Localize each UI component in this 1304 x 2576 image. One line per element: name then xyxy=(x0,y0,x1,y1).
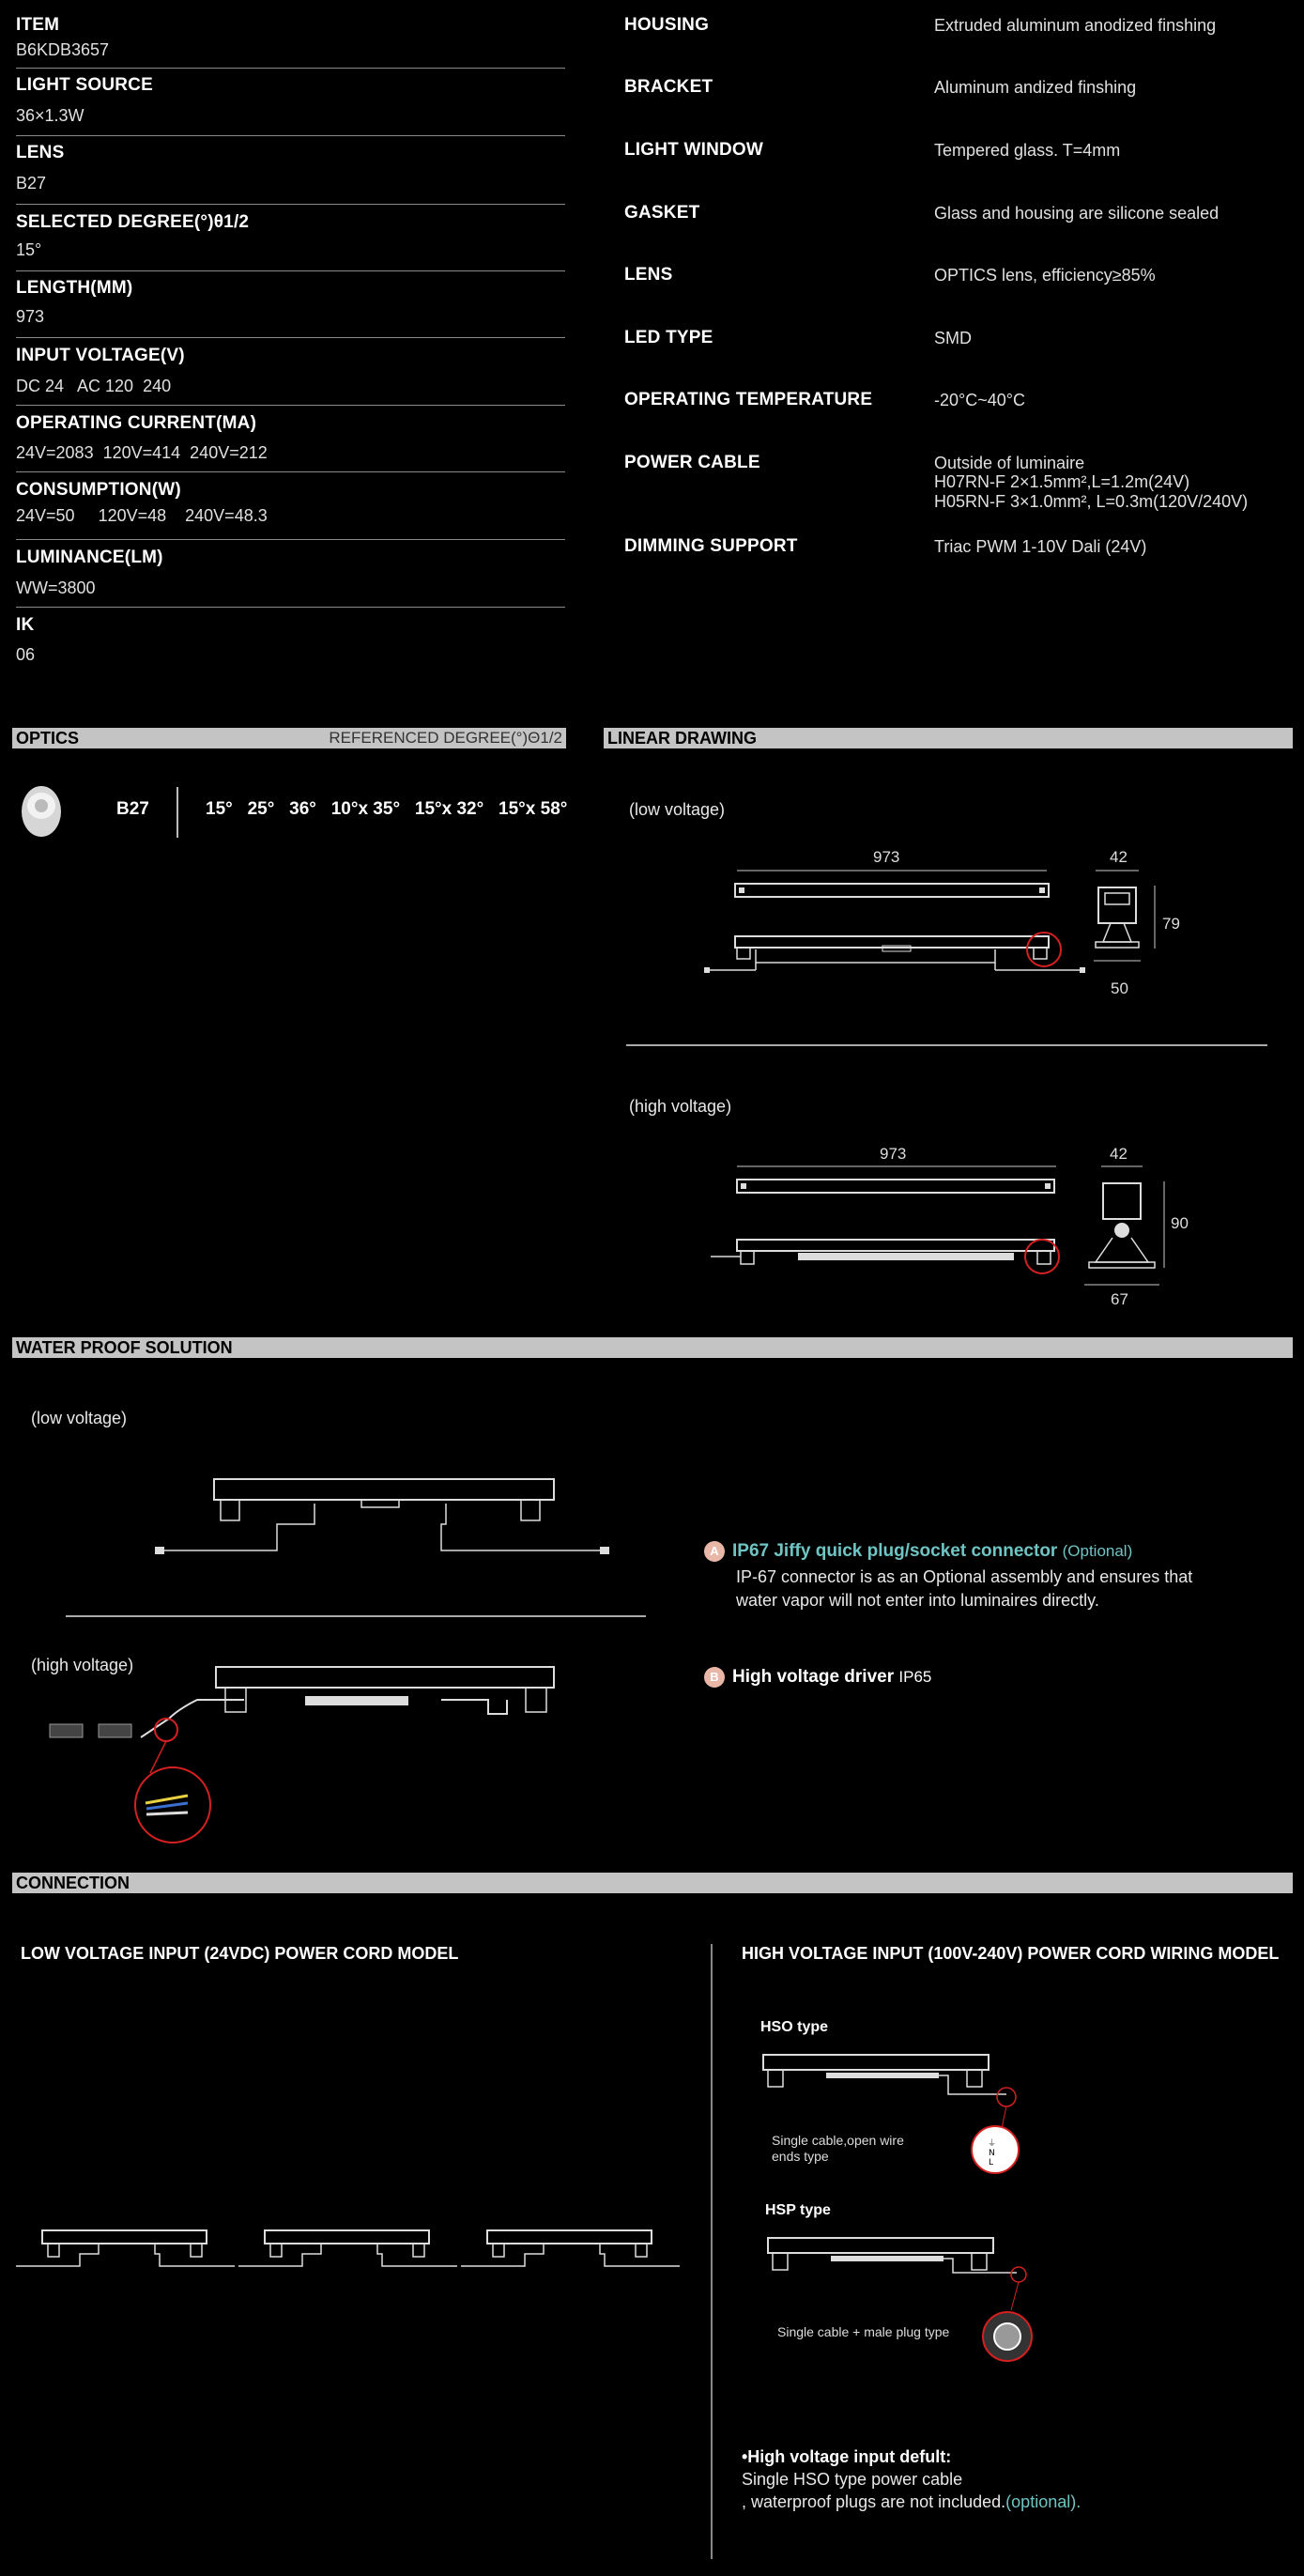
degree-item: 15°x 32° xyxy=(414,799,484,819)
wp-divider xyxy=(66,1615,646,1617)
spec-label: ITEM xyxy=(16,15,60,35)
spec-item xyxy=(16,615,565,671)
chain-luminaire xyxy=(461,2230,680,2266)
callout-a-title: IP67 Jiffy quick plug/socket connector xyxy=(732,1541,1058,1562)
spec-value: Extruded aluminum anodized finshing xyxy=(934,16,1217,35)
spec-label: OPERATING TEMPERATURE xyxy=(624,390,873,409)
chain-luminaire xyxy=(16,2230,235,2266)
spec-value: SMD xyxy=(934,329,972,347)
optics-degrees xyxy=(206,799,567,820)
ld-width-dim: 42 xyxy=(1110,848,1128,866)
hso-caption1: Single cable,open wire xyxy=(772,2133,904,2148)
spec-value: Glass and housing are silicone sealed xyxy=(934,204,1220,223)
hv-luminaire-drawing xyxy=(709,1165,1197,1305)
spec-value: 15° xyxy=(16,240,42,259)
spec-item xyxy=(16,278,565,338)
hv-default-line2: , waterproof plugs are not included. xyxy=(742,2492,1006,2511)
spec-value: DC 24 AC 120 240 xyxy=(16,377,172,395)
spec-value: Outside of luminaire xyxy=(934,454,1085,472)
hsp-title: HSP type xyxy=(765,2202,831,2218)
hso-title: HSO type xyxy=(760,2019,829,2035)
ld-divider xyxy=(626,1044,1267,1046)
degree-item: 15°x 58° xyxy=(499,799,568,819)
spec-label: BRACKET xyxy=(624,77,713,97)
spec-value: WW=3800 xyxy=(16,578,96,597)
spec-value: H05RN-F 3×1.0mm², L=0.3m(120V/240V) xyxy=(934,492,1249,511)
low-voltage-title: LOW VOLTAGE INPUT (24VDC) POWER CORD MODEL xyxy=(21,1944,459,1963)
water-proof-bar xyxy=(12,1337,1293,1358)
spec-item xyxy=(16,548,565,608)
spec-label: HOUSING xyxy=(624,15,710,35)
spec-label: LENS xyxy=(624,265,673,285)
callout-b-marker: B xyxy=(704,1667,725,1688)
spec-label: LIGHT SOURCE xyxy=(16,75,153,95)
spec-label: IK xyxy=(16,615,35,635)
chain-luminaire xyxy=(238,2230,457,2266)
linear-drawing-bar xyxy=(604,728,1293,748)
degree-item: 25° xyxy=(247,799,275,819)
spec-label: POWER CABLE xyxy=(624,453,760,472)
spec-label: GASKET xyxy=(624,203,700,223)
optics-divider xyxy=(176,787,178,838)
low-voltage-chain-drawing xyxy=(14,2226,685,2282)
callout-b-title: High voltage driver xyxy=(732,1667,895,1688)
spec-item xyxy=(16,75,565,136)
spec-label: LENGTH(MM) xyxy=(16,278,133,298)
spec-value: Triac PWM 1-10V Dali (24V) xyxy=(934,537,1147,556)
spec-label: LUMINANCE(LM) xyxy=(16,548,163,567)
hsp-drawing xyxy=(765,2235,1047,2367)
spec-value: B6KDB3657 xyxy=(16,40,110,59)
spec-value: 24V=50 120V=48 240V=48.3 xyxy=(16,506,268,525)
wp-lv-drawing xyxy=(155,1479,615,1564)
connection-title: CONNECTION xyxy=(16,1874,130,1892)
spec-label: OPERATING CURRENT(MA) xyxy=(16,413,257,433)
ld-hv-width-dim: 42 xyxy=(1110,1145,1128,1163)
wp-low-voltage-label: (low voltage) xyxy=(31,1409,128,1427)
spec-item xyxy=(16,212,565,271)
callout-a-desc2: water vapor will not enter into luminaires directly. xyxy=(736,1591,1099,1610)
degree-item: 36° xyxy=(289,799,316,819)
optics-title: OPTICS xyxy=(16,729,80,748)
high-voltage-title: HIGH VOLTAGE INPUT (100V-240V) POWER CORD WIRING MODEL xyxy=(742,1944,1280,1963)
lv-luminaire-drawing xyxy=(699,869,1206,1000)
spec-value: Tempered glass. T=4mm xyxy=(934,141,1121,160)
spec-item xyxy=(16,346,565,406)
spec-value: OPTICS lens, efficiency≥85% xyxy=(934,266,1156,285)
spec-value: 24V=2083 120V=414 240V=212 xyxy=(16,443,268,462)
svg-text:N: N xyxy=(989,2149,995,2158)
spec-value: 973 xyxy=(16,307,45,326)
spec-item xyxy=(16,413,565,472)
ld-hv-length-dim: 973 xyxy=(880,1145,907,1163)
spec-item xyxy=(16,15,565,69)
ld-height-dim: 79 xyxy=(1162,915,1180,933)
ld-length-dim: 973 xyxy=(873,848,900,866)
connection-bar xyxy=(12,1873,1293,1893)
callout-a-desc1: IP-67 connector is as an Optional assembly and ensures that xyxy=(736,1567,1193,1586)
spec-value: 06 xyxy=(16,645,36,664)
hv-default-title: •High voltage input defult: xyxy=(742,2447,952,2466)
spec-item xyxy=(16,480,565,540)
degree-item: 10°x 35° xyxy=(330,799,401,819)
spec-value: B27 xyxy=(16,174,47,193)
ld-hv-base-dim: 67 xyxy=(1111,1290,1128,1308)
wp-hv-drawing xyxy=(47,1662,563,1850)
ld-high-voltage-label: (high voltage) xyxy=(629,1097,732,1116)
spec-label: CONSUMPTION(W) xyxy=(16,480,181,500)
svg-text:L: L xyxy=(989,2158,994,2167)
ld-base-dim: 50 xyxy=(1111,979,1128,997)
spec-value: -20°C~40°C xyxy=(934,391,1025,409)
ld-low-voltage-label: (low voltage) xyxy=(629,800,726,819)
spec-label: SELECTED DEGREE(°)θ1/2 xyxy=(16,212,250,232)
wp-high-voltage-label: (high voltage) xyxy=(31,1656,134,1674)
hv-default-line2-wrap xyxy=(742,2492,1081,2512)
hso-drawing xyxy=(760,2052,1033,2183)
spec-label: LED TYPE xyxy=(624,328,713,347)
spec-value: 36×1.3W xyxy=(16,106,84,125)
callout-b-rating: IP65 xyxy=(898,1668,932,1687)
spec-label: LIGHT WINDOW xyxy=(624,140,764,160)
spec-label: INPUT VOLTAGE(V) xyxy=(16,346,185,365)
callout-a-marker: A xyxy=(704,1541,725,1562)
callout-a xyxy=(704,1541,1132,1562)
spec-value: Aluminum andized finshing xyxy=(934,78,1137,97)
optics-right-label: REFERENCED DEGREE(°)Θ1/2 xyxy=(329,729,562,747)
lens-icon xyxy=(21,783,62,840)
spec-label: DIMMING SUPPORT xyxy=(624,536,798,556)
hv-default-line1: Single HSO type power cable xyxy=(742,2470,963,2489)
callout-b xyxy=(704,1667,931,1688)
water-proof-title: WATER PROOF SOLUTION xyxy=(16,1338,233,1357)
hsp-caption: Single cable + male plug type xyxy=(777,2324,950,2339)
spec-item xyxy=(16,143,565,205)
connection-divider xyxy=(711,1944,713,2559)
spec-value: H07RN-F 2×1.5mm²,L=1.2m(24V) xyxy=(934,472,1190,491)
linear-drawing-title: LINEAR DRAWING xyxy=(607,729,757,748)
spec-label: LENS xyxy=(16,143,65,162)
optics-bar xyxy=(12,728,566,748)
hv-default-optional: (optional). xyxy=(1005,2492,1082,2511)
callout-a-optional: (Optional) xyxy=(1062,1542,1133,1561)
svg-text:⏚: ⏚ xyxy=(988,2139,997,2149)
degree-item: 15° xyxy=(206,799,233,819)
optics-lens-name: B27 xyxy=(116,799,149,819)
hso-caption2: ends type xyxy=(772,2149,829,2164)
ld-hv-height-dim: 90 xyxy=(1171,1214,1189,1232)
